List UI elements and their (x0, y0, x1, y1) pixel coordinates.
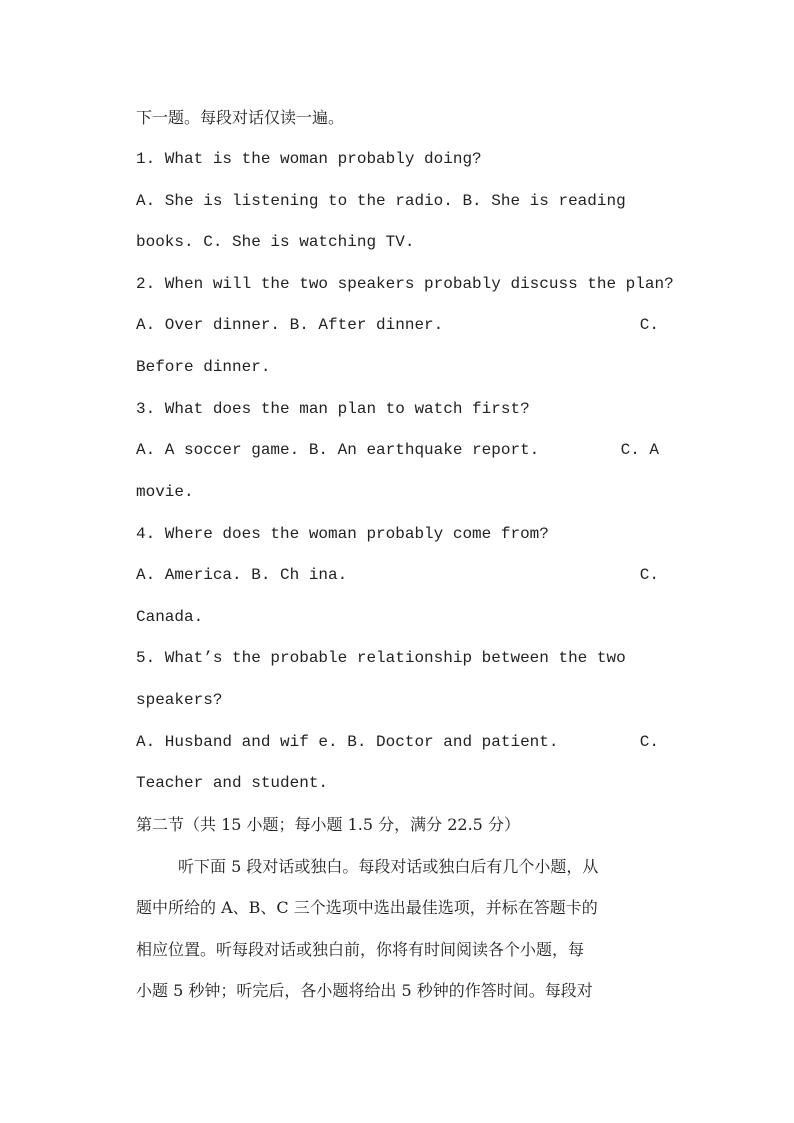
question-3-option-c-label: C. A (620, 441, 659, 459)
question-1: 1. What is the woman probably doing? (136, 150, 482, 168)
question-4-options-left: A. America. B. Ch ina. (136, 566, 348, 584)
question-2-options-line1 (136, 313, 659, 337)
section-2-heading: 第二节（共 15 小题；每小题 1.5 分，满分 22.5 分） (136, 815, 520, 834)
question-5: 5. What’s the probable relationship between the two (136, 649, 626, 667)
question-3-options-line1 (136, 438, 659, 462)
section-2-paragraph-line-1: 听下面 5 段对话或独白。每段对话或独白后有几个小题，从 (178, 857, 599, 876)
section-2-paragraph-line-2: 题中所给的 A、B、C 三个选项中选出最佳选项，并标在答题卡的 (136, 898, 598, 917)
section-2-paragraph-line-4: 小题 5 秒钟；听完后，各小题将给出 5 秒钟的作答时间。每段对 (136, 981, 593, 1000)
section-2-paragraph-line-3: 相应位置。听每段对话或独白前，你将有时间阅读各个小题，每 (136, 940, 585, 959)
question-3-options-left: A. A soccer game. B. An earthquake report. (136, 441, 540, 459)
question-5-line2: speakers? (136, 691, 223, 709)
question-5-options-left: A. Husband and wif e. B. Doctor and patient. (136, 733, 559, 751)
question-1-options-line1: A. She is listening to the radio. B. She is reading (136, 192, 626, 210)
question-4-options-line1 (136, 563, 659, 587)
question-2-options-left: A. Over dinner. B. After dinner. (136, 316, 444, 334)
question-5-options-line1 (136, 730, 659, 754)
question-3-options-line2: movie. (136, 483, 194, 501)
question-5-options-line2: Teacher and student. (136, 774, 329, 792)
question-3: 3. What does the man plan to watch first? (136, 400, 530, 418)
question-2-options-line2: Before dinner. (136, 358, 271, 376)
question-2-option-c-label: C. (639, 316, 659, 334)
question-1-options-line2: books. C. She is watching TV. (136, 233, 415, 251)
question-4: 4. Where does the woman probably come from? (136, 525, 549, 543)
question-5-option-c-label: C. (639, 733, 659, 751)
intro-line: 下一题。每段对话仅读一遍。 (136, 108, 345, 127)
question-4-options-line2: Canada. (136, 608, 204, 626)
question-2: 2. When will the two speakers probably discuss the plan? (136, 275, 674, 293)
question-4-option-c-label: C. (639, 566, 659, 584)
